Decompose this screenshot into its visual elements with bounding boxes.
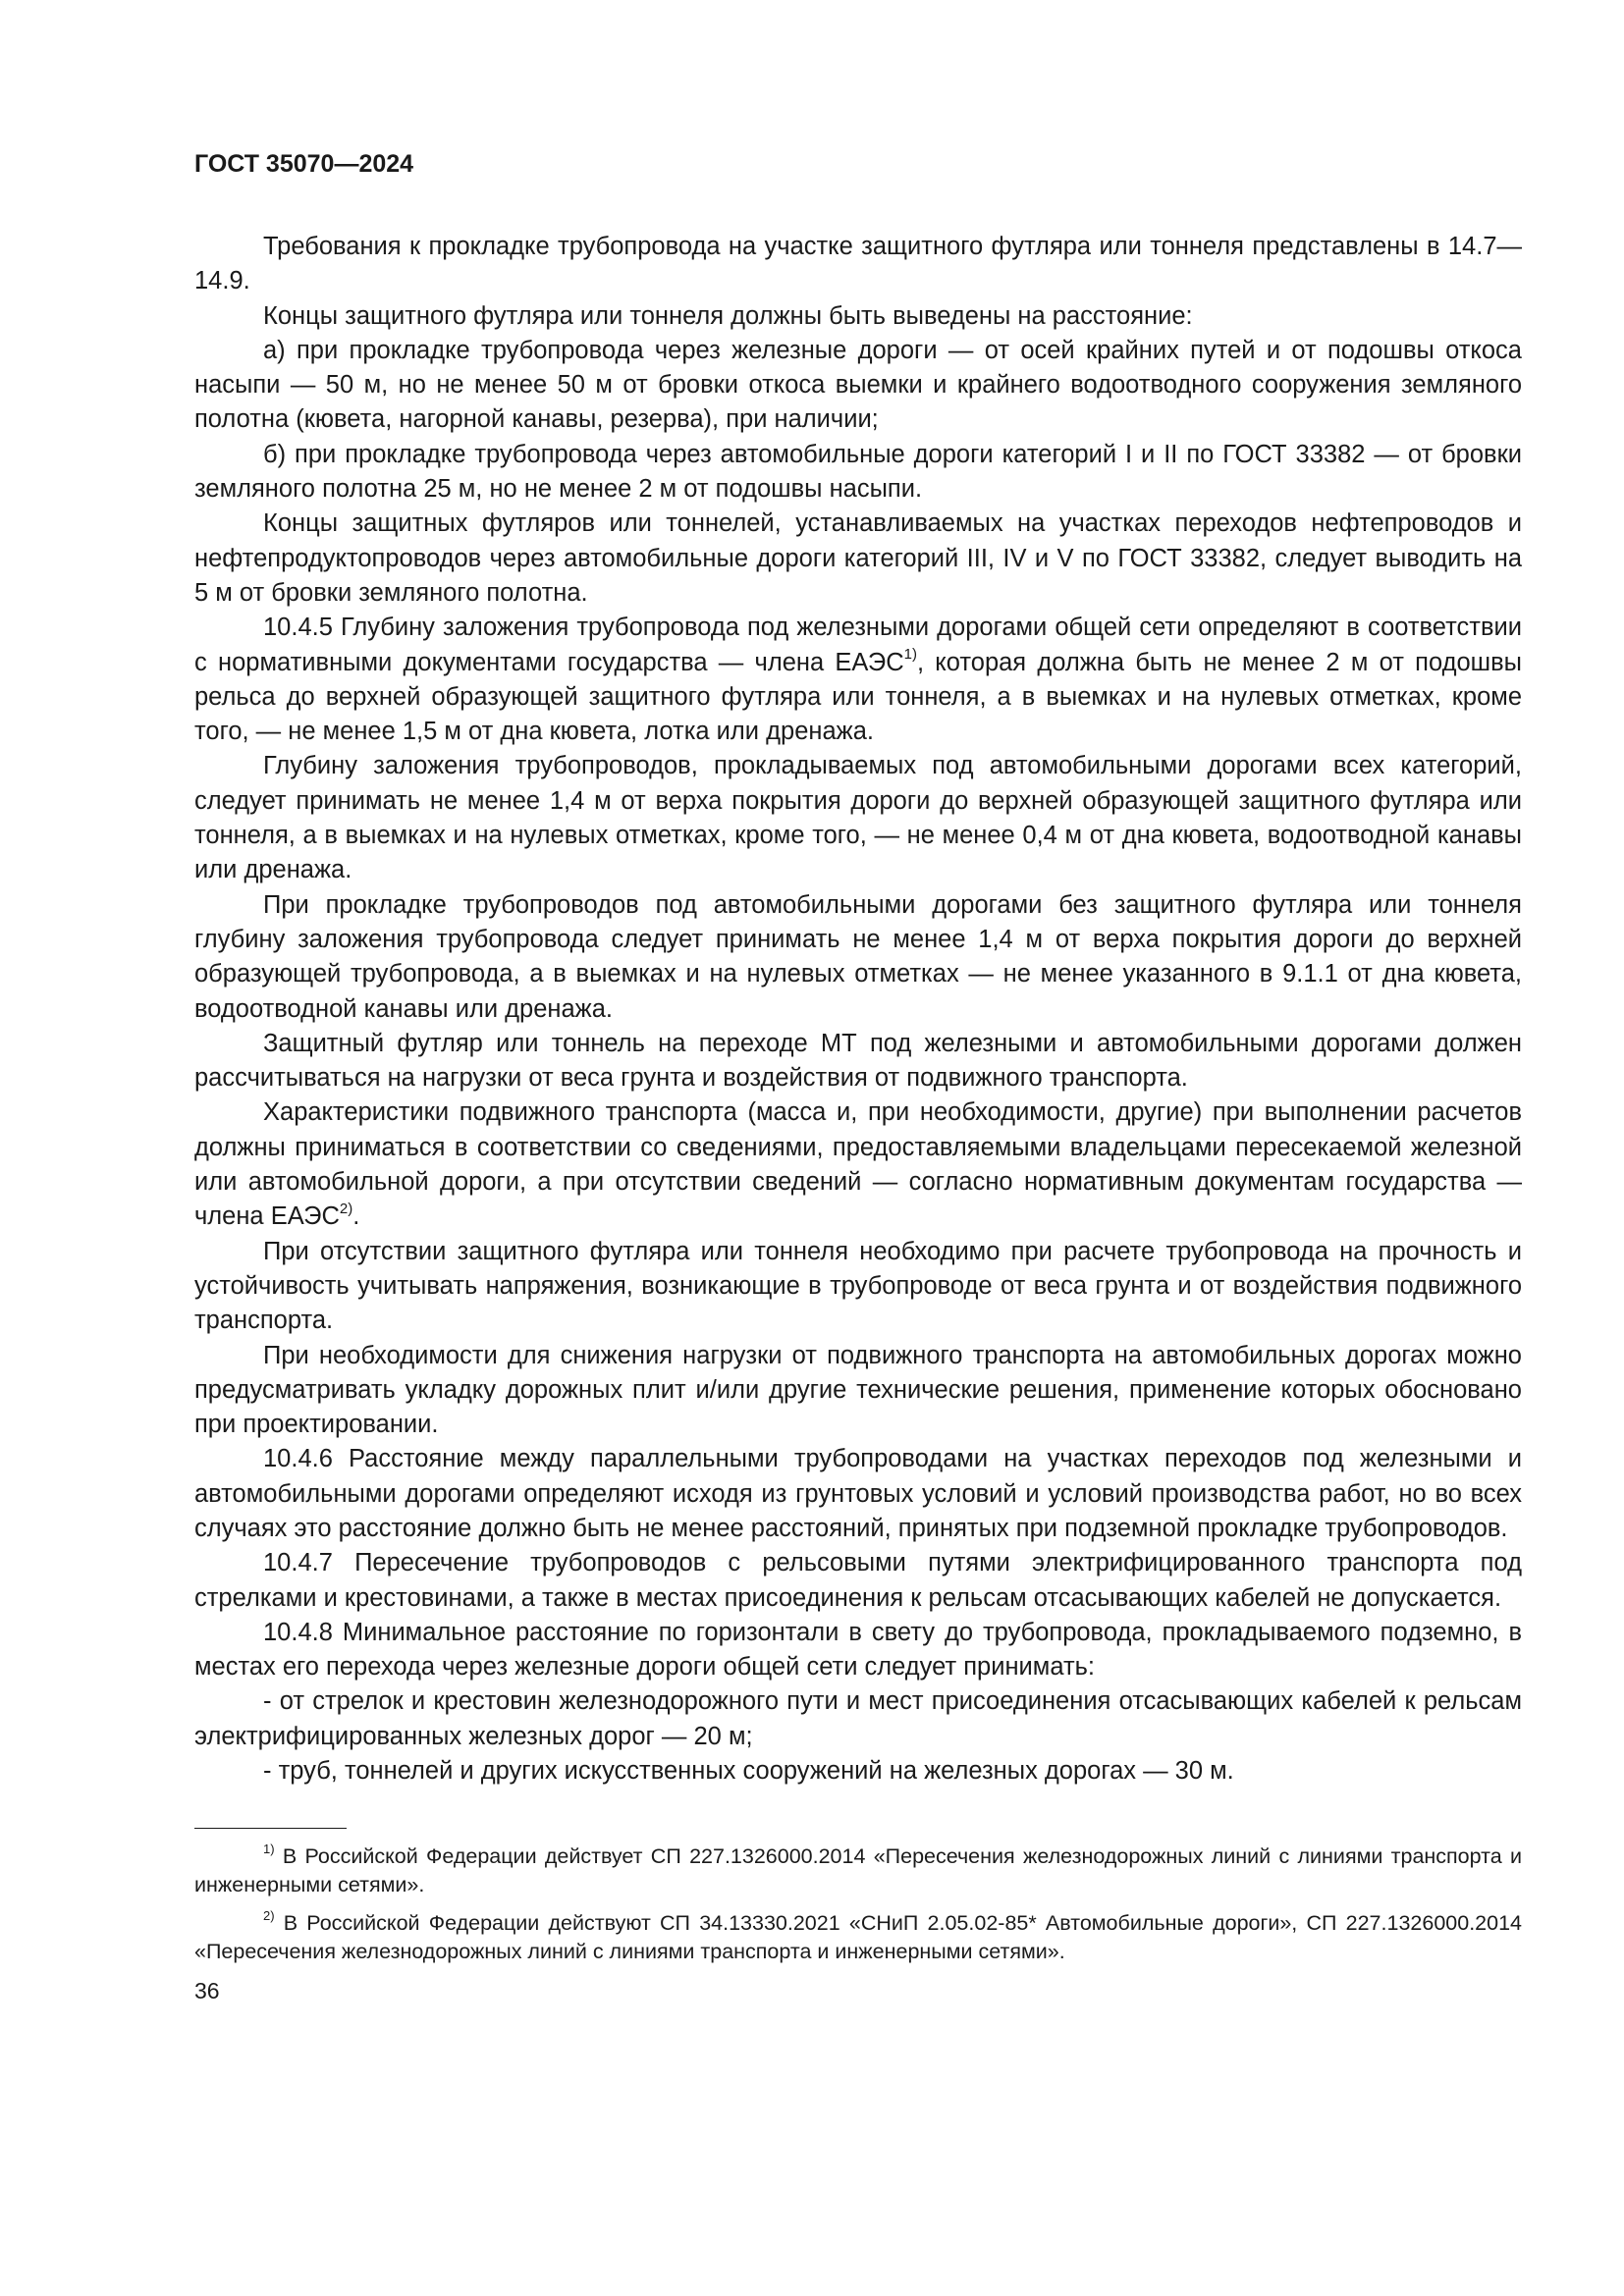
list-item: - труб, тоннелей и других искусственных сооружений на железных дорогах — 30 м.	[263, 1757, 1234, 1786]
footnote-ref-1[interactable]: 1)	[903, 646, 917, 664]
footnote-mark: 2)	[263, 1908, 275, 1924]
paragraph: Концы защитных футляров или тоннелей, устанавливаемых на участках переходов нефтепроводов и нефтепродуктопроводов через автомобильные дороги категорий III, IV и V по ГОСТ 33382, следует выводить на 5 м от бровки земляного полотна.	[194, 509, 1522, 607]
footnote-divider	[194, 1828, 347, 1829]
document-body	[194, 230, 1522, 1789]
paragraph-text: Характеристики подвижного транспорта (масса и, при необходимости, другие) при выполнении расчетов должны приниматься в соответствии со сведениями, предоставляемыми владельцами пересекаемой железной или автомобильной дороги, а при отсутствии сведений — согласно нормативным документам государства — члена ЕАЭС	[194, 1098, 1522, 1231]
list-item: а) при прокладке трубопровода через железные дороги — от осей крайних путей и от подошвы откоса насыпи — 50 м, но не менее 50 м от бровки откоса выемки и крайнего водоотводного сооружения земляного полотна (кювета, нагорной канавы, резерва), при наличии;	[194, 336, 1522, 434]
paragraph: При прокладке трубопроводов под автомобильными дорогами без защитного футляра или тоннеля глубину заложения трубопровода следует принимать не менее 1,4 м от верха покрытия дороги до верхней образующей трубопровода, а в выемках и на нулевых отметках — не менее указанного в 9.1.1 от дна кювета, водоотводной канавы или дренажа.	[194, 890, 1522, 1023]
document-header: ГОСТ 35070—2024	[194, 150, 414, 178]
footnote-1	[194, 1842, 1522, 1899]
paragraph-text: .	[352, 1202, 360, 1231]
clause-text: 10.4.5 Глубину заложения трубопровода под железными дорогами общей сети определяют в соответствии с нормативными документами государства — члена ЕАЭС	[194, 614, 1522, 676]
page-number: 36	[194, 1978, 220, 2004]
footnote-2	[194, 1909, 1522, 1966]
list-item: б) при прокладке трубопровода через автомобильные дороги категорий I и II по ГОСТ 33382 — от бровки земляного полотна 25 м, но не менее 2 м от подошвы насыпи.	[194, 440, 1522, 504]
paragraph	[194, 1095, 1522, 1234]
footnote-ref-2[interactable]: 2)	[339, 1200, 353, 1217]
footnotes	[194, 1842, 1522, 1966]
clause-10-4-5	[194, 611, 1522, 749]
paragraph: При необходимости для снижения нагрузки от подвижного транспорта на автомобильных дорогах можно предусматривать укладку дорожных плит и/или другие технические решения, применение которых обосновано при проектировании.	[194, 1341, 1522, 1439]
footnote-mark: 1)	[263, 1842, 275, 1857]
clause-10-4-8: 10.4.8 Минимальное расстояние по горизонтали в свету до трубопровода, прокладываемого подземно, в местах его перехода через железные дороги общей сети следует принимать:	[194, 1618, 1522, 1682]
paragraph: Глубину заложения трубопроводов, прокладываемых под автомобильными дорогами всех категорий, следует принимать не менее 1,4 м от верха покрытия дороги до верхней образующей защитного футляра или тоннеля, а в выемках и на нулевых отметках, кроме того, — не менее 0,4 м от дна кювета, водоотводной канавы или дренажа.	[194, 752, 1522, 884]
list-item: - от стрелок и крестовин железнодорожного пути и мест присоединения отсасывающих кабелей к рельсам электрифицированных железных дорог — 20 м;	[194, 1687, 1522, 1750]
paragraph: При отсутствии защитного футляра или тоннеля необходимо при расчете трубопровода на прочность и устойчивость учитывать напряжения, возникающие в трубопроводе от веса грунта и от воздействия подвижного транспорта.	[194, 1237, 1522, 1335]
clause-text: , которая должна быть не менее 2 м от подошвы рельса до верхней образующей защитного футляра или тоннеля, а в выемках и на нулевых отметках, кроме того, — не менее 1,5 м от дна кювета, лотка или дренажа.	[194, 648, 1522, 746]
paragraph: Концы защитного футляра или тоннеля должны быть выведены на расстояние:	[263, 301, 1193, 330]
clause-10-4-7: 10.4.7 Пересечение трубопроводов с рельсовыми путями электрифицированного транспорта под стрелками и крестовинами, а также в местах присоединения к рельсам отсасывающих кабелей не допускается.	[194, 1549, 1522, 1612]
clause-10-4-6: 10.4.6 Расстояние между параллельными трубопроводами на участках переходов под железными и автомобильными дорогами определяют исходя из грунтовых условий и условий производства работ, но во всех случаях это расстояние должно быть не менее расстояний, принятых при подземной прокладке трубопроводов.	[194, 1445, 1522, 1542]
paragraph: Защитный футляр или тоннель на переходе МТ под железными и автомобильными дорогами должен рассчитываться на нагрузки от веса грунта и воздействия от подвижного транспорта.	[194, 1029, 1522, 1093]
paragraph: Требования к прокладке трубопровода на участке защитного футляра или тоннеля представлены в 14.7—14.9.	[194, 233, 1522, 295]
document-page	[194, 147, 1522, 2005]
footnote-text: В Российской Федерации действуют СП 34.13330.2021 «СНиП 2.05.02-85* Автомобильные дороги», СП 227.1326000.2014 «Пересечения железнодорожных линий с линиями транспорта и инженерными сетями».	[194, 1911, 1522, 1964]
footnote-text: В Российской Федерации действует СП 227.1326000.2014 «Пересечения железнодорожных линий с линиями транспорта и инженерными сетями».	[194, 1844, 1522, 1897]
